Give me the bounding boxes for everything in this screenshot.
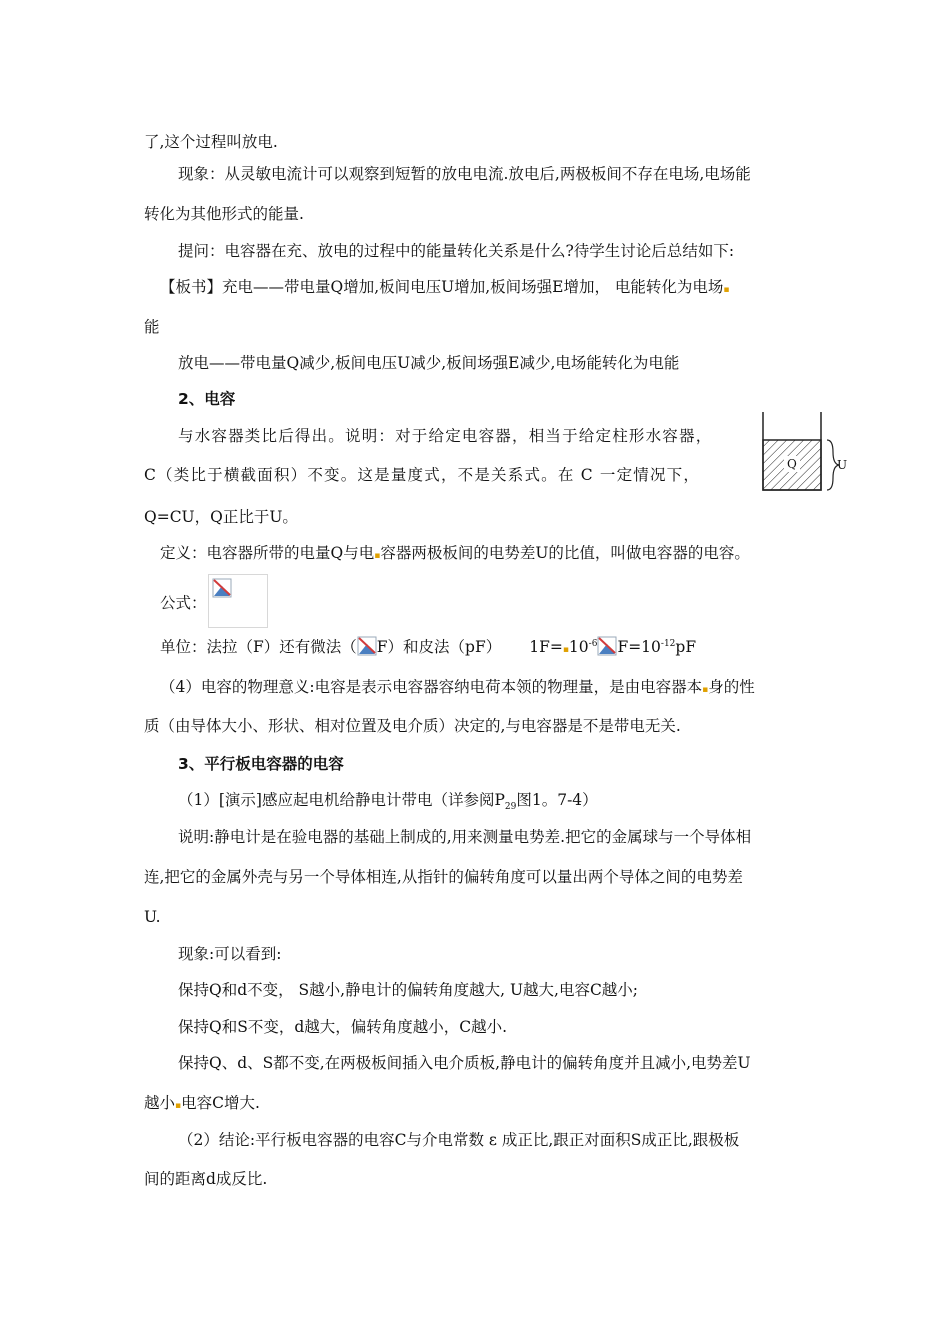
result-text: 越小	[144, 1094, 176, 1112]
demo-text: 图1。7-4）	[516, 791, 598, 809]
demo-text: （1）[演示]感应起电机给静电计带电（详参阅P	[178, 791, 505, 809]
paragraph-line: Q=CU，Q正比于U。	[144, 508, 298, 526]
formula-image-placeholder	[208, 574, 268, 628]
paragraph-line: （2）结论:平行板电容器的电容C与介电常数 ε 成正比,跟正对面积S成正比,跟极板	[178, 1131, 740, 1149]
broken-image-icon	[597, 636, 617, 656]
paragraph-line: 转化为其他形式的能量.	[144, 205, 304, 223]
water-vessel-figure	[757, 410, 852, 498]
units-conversion: 10	[568, 638, 589, 656]
units-text: F）和皮法（pF）	[376, 638, 502, 656]
anchor-marker: ▪	[175, 1101, 182, 1111]
paragraph-line: 质（由导体大小、形状、相对位置及电介质）决定的,与电容器是不是带电无关.	[144, 717, 681, 735]
units-text: 单位：法拉（F）还有微法（	[160, 638, 357, 656]
vessel-charge-label: Q	[787, 457, 797, 471]
meaning-text: 身的性	[708, 678, 755, 696]
paragraph-line	[160, 542, 750, 567]
units-conversion: F=10	[617, 638, 661, 656]
units-conversion: pF	[675, 638, 697, 656]
paragraph-line: 放电——带电量Q减少,板间电压U减少,板间场强E减少,电场能转化为电能	[178, 354, 680, 372]
exponent: -6	[588, 638, 598, 649]
definition-text-start: 定义：电容器所带的电量Q与电	[160, 544, 375, 562]
anchor-marker: ▪	[723, 285, 730, 295]
paragraph-line: 间的距离d成反比.	[144, 1170, 268, 1188]
definition-text-end: 容器两极板间的电势差U的比值，叫做电容器的电容。	[380, 544, 750, 562]
paragraph-line: 了,这个过程叫放电.	[144, 133, 278, 151]
anchor-marker: ▪	[374, 551, 381, 561]
exponent: -12	[660, 638, 676, 649]
water-vessel-diagram	[757, 410, 852, 494]
result-text: 电容C增大.	[181, 1094, 260, 1112]
formula-label: 公式：	[160, 594, 207, 612]
paragraph-line	[160, 276, 729, 301]
paragraph-line	[160, 676, 755, 701]
paragraph-line: 能	[144, 318, 160, 336]
page-subscript: 29	[504, 802, 517, 813]
vessel-height-label: U	[837, 458, 848, 472]
paragraph-line	[144, 1092, 260, 1117]
broken-image-icon	[212, 578, 232, 598]
paragraph-line: 说明:静电计是在验电器的基础上制成的,用来测量电势差.把它的金属球与一个导体相	[178, 828, 752, 846]
meaning-text: （4）电容的物理意义:电容是表示电容器容纳电荷本领的物理量，是由电容器本	[160, 678, 703, 696]
broken-image-icon	[357, 636, 377, 656]
paragraph-line: 现象:可以看到:	[178, 945, 282, 963]
paragraph-line: U.	[144, 908, 161, 926]
section-heading-capacitance: 2、电容	[178, 390, 236, 408]
paragraph-line: 现象：从灵敏电流计可以观察到短暂的放电电流.放电后,两极板间不存在电场,电场能	[178, 165, 751, 183]
paragraph-line: 保持Q和S不变，d越大，偏转角度越小，C越小.	[178, 1018, 508, 1036]
paragraph-line: 保持Q和d不变， S越小,静电计的偏转角度越大, U越大,电容C越小;	[178, 981, 639, 999]
paragraph-line: C（类比于横截面积）不变。这是量度式，不是关系式。在 C 一定情况下，	[144, 466, 701, 484]
section-heading-parallel-plate: 3、平行板电容器的电容	[178, 755, 344, 773]
anchor-marker: ▪	[702, 685, 709, 695]
units-conversion: 1F=	[529, 638, 563, 656]
paragraph-line: 提问：电容器在充、放电的过程中的能量转化关系是什么?待学生讨论后总结如下:	[178, 242, 735, 260]
paragraph-line: 连,把它的金属外壳与另一个导体相连,从指针的偏转角度可以量出两个导体之间的电势差	[144, 868, 743, 886]
paragraph-line	[160, 636, 696, 661]
paragraph-line: 保持Q、d、S都不变,在两极板间插入电介质板,静电计的偏转角度并且减小,电势差U	[178, 1054, 751, 1072]
paragraph-line	[178, 789, 598, 811]
board-note-text: 【板书】充电——带电量Q增加,板间电压U增加,板间场强E增加， 电能转化为电场	[160, 278, 724, 296]
paragraph-line: 与水容器类比后得出。说明：对于给定电容器，相当于给定柱形水容器，	[178, 427, 713, 445]
anchor-marker: ▪	[562, 645, 569, 655]
